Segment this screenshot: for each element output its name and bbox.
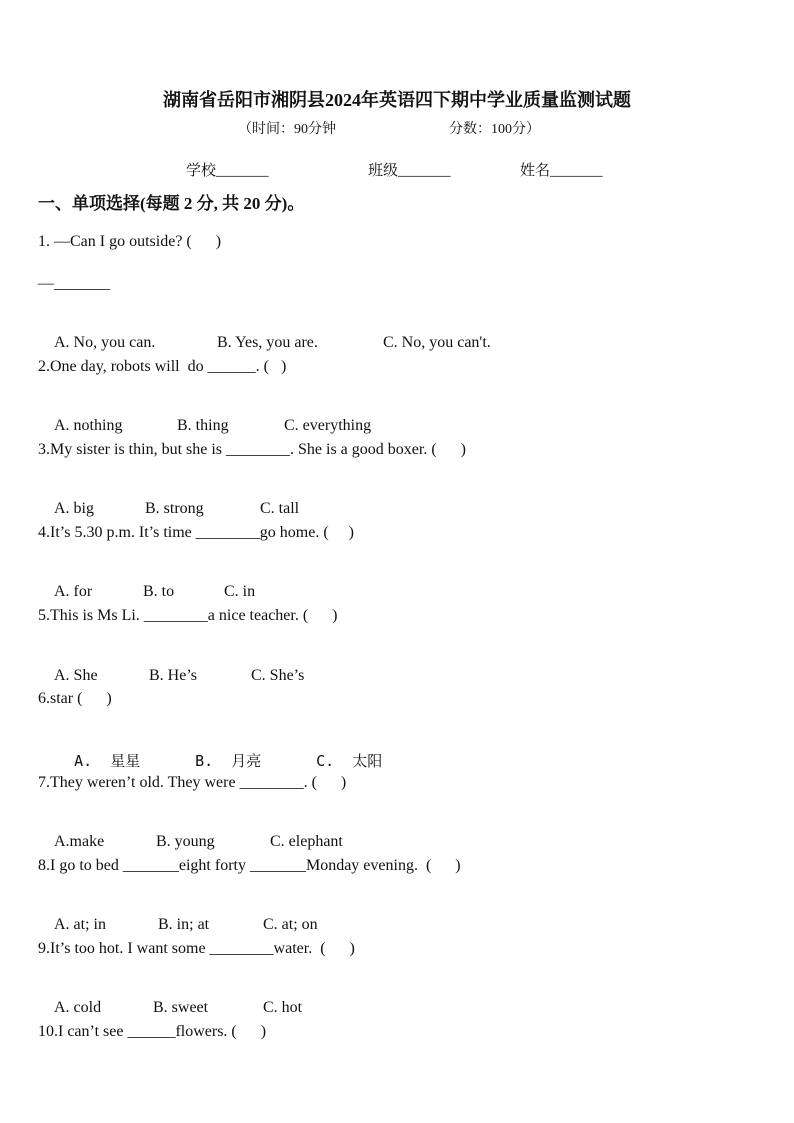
school-field: 学校_______ xyxy=(186,163,269,179)
option-a: A.make xyxy=(54,833,105,850)
option-c: C. 太阳 xyxy=(316,752,383,770)
question-8: 8.I go to bed _______eight forty _______Monday evening. ( ) xyxy=(38,857,461,874)
option-b: B. in; at xyxy=(158,916,210,933)
option-a: A. She xyxy=(54,667,98,684)
option-a: A. No, you can. xyxy=(54,334,156,351)
section-heading: 一、单项选择(每题 2 分, 共 20 分)。 xyxy=(38,194,305,213)
question-10: 10.I can’t see ______flowers. ( ) xyxy=(38,1023,267,1040)
option-a: A. big xyxy=(54,500,94,517)
option-c: C. at; on xyxy=(263,916,318,933)
option-a: A. nothing xyxy=(54,417,123,434)
option-b: B. 月亮 xyxy=(195,752,262,770)
option-b: B. to xyxy=(143,583,175,600)
question-3: 3.My sister is thin, but she is ________. She is a good boxer. ( ) xyxy=(38,441,466,458)
option-a: A. for xyxy=(54,583,93,600)
option-b: B. sweet xyxy=(153,999,209,1016)
option-a: A. cold xyxy=(54,999,102,1016)
option-c: C. everything xyxy=(284,417,372,434)
exam-title: 湖南省岳阳市湘阴县2024年英语四下期中学业质量监测试题 xyxy=(163,90,631,110)
option-c: C. tall xyxy=(260,500,300,517)
option-a: A. at; in xyxy=(54,916,106,933)
option-b: B. young xyxy=(156,833,215,850)
question-1: 1. —Can I go outside? ( ) xyxy=(38,233,222,250)
option-b: B. Yes, you are. xyxy=(217,334,318,351)
option-c: C. in xyxy=(224,583,256,600)
option-c: C. She’s xyxy=(251,667,305,684)
option-a: A. 星星 xyxy=(74,752,141,770)
question-5: 5.This is Ms Li. ________a nice teacher. ( ) xyxy=(38,607,338,624)
option-c: C. hot xyxy=(263,999,303,1016)
option-b: B. strong xyxy=(145,500,204,517)
option-b: B. He’s xyxy=(149,667,197,684)
question-1-answer-line: —_______ xyxy=(38,275,110,292)
question-7: 7.They weren’t old. They were ________. ( ) xyxy=(38,774,347,791)
question-2: 2.One day, robots will do ______. ( ) xyxy=(38,358,287,375)
class-field: 班级_______ xyxy=(368,163,451,179)
question-9: 9.It’s too hot. I want some ________water. ( ) xyxy=(38,940,355,957)
option-b: B. thing xyxy=(177,417,229,434)
exam-score: 分数：100分） xyxy=(449,122,540,137)
exam-time: （时间：90分钟 xyxy=(238,122,336,137)
option-c: C. No, you can't. xyxy=(383,334,491,351)
question-6: 6.star ( ) xyxy=(38,690,112,707)
option-c: C. elephant xyxy=(270,833,343,850)
name-field: 姓名_______ xyxy=(520,163,603,179)
question-4: 4.It’s 5.30 p.m. It’s time ________go home. ( ) xyxy=(38,524,354,541)
